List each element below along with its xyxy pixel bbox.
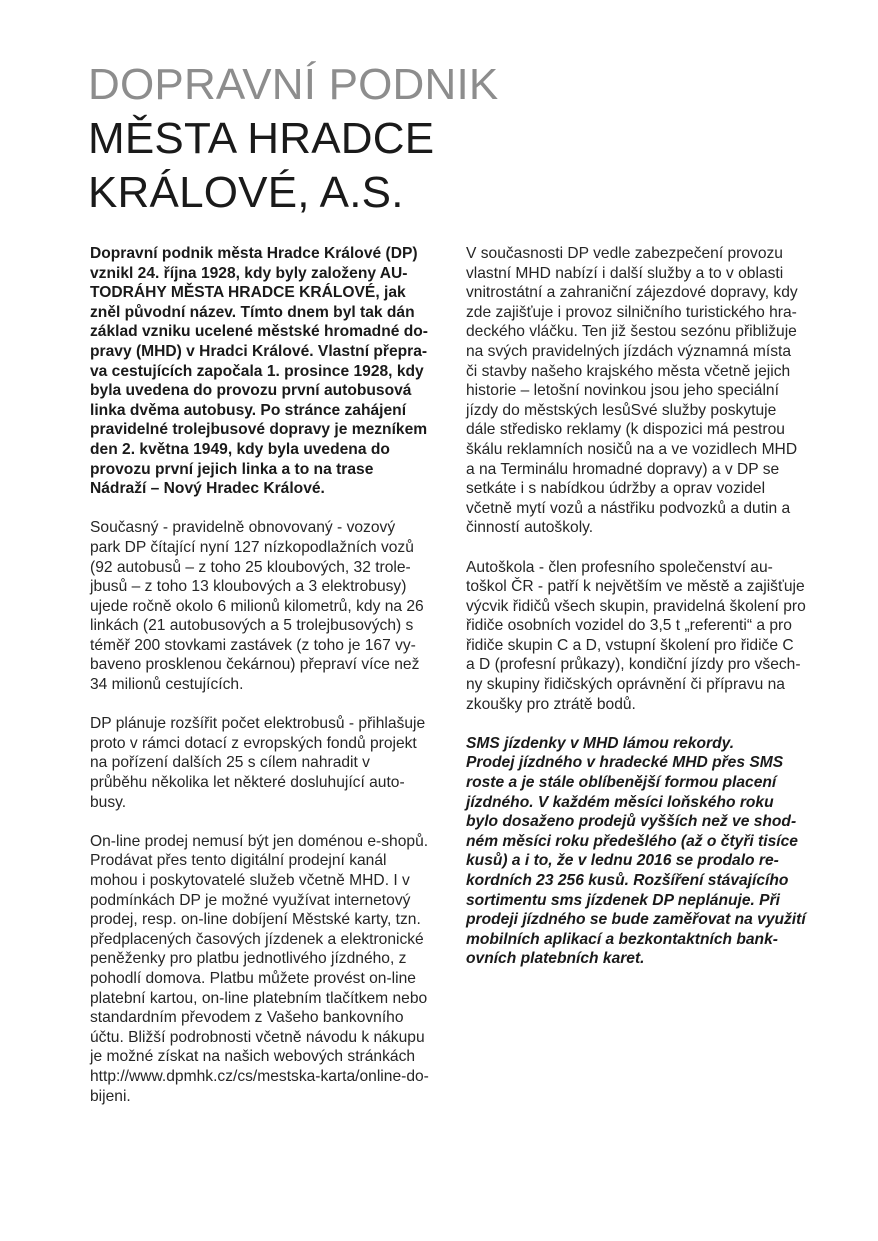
title-line-1: DOPRAVNÍ PODNIK xyxy=(88,60,499,109)
intro-paragraph: Dopravní podnik města Hradce Králové (DP) vznikl 24. října 1928, kdy byly založeny AU- TODRÁHY MĚSTA HRADCE KRÁLOVÉ, jak zněl původní název. Tímto dnem byl tak dán základ vzniku ucelené městské hromadné do- pravy (MHD) v Hradci Králové. Vlastní přepra- va cestujících započala 1. prosince 1928, kdy byla uvedena do provozu první autobusová linka dvěma autobusy. Po stránce zahájení pravidelné trolejbusové dopravy je mezníkem den 2. května 1949, kdy byla uvedena do provozu první jejich linka a to na trase Nádraží – Nový Hradec Králové. xyxy=(90,245,428,498)
left-column xyxy=(90,244,456,1126)
fleet-paragraph: Současný - pravidelně obnovovaný - vozový park DP čítající nyní 127 nízkopodlažních vozů (92 autobusů – z toho 25 kloubových, 32 trole- jbusů – z toho 13 kloubových a 3 elektrobusy) ujede ročně okolo 6 milionů kilometrů, kdy na 26 linkách (21 autobusových a 5 trolejbusových) s téměř 200 stovkami zastávek (z toho je 167 vy- baveno prosklenou čekárnou) přepraví více než 34 milionů cestujících. xyxy=(90,519,424,694)
page-title xyxy=(88,58,498,220)
services-paragraph: V současnosti DP vedle zabezpečení provozu vlastní MHD nabízí i další služby a to v oblasti vnitrostátní a zahraniční zájezdové dopravy, kdy zde zajišťuje i provoz silničního turistického hra- deckého vláčku. Ten již šestou sezónu přibližuje na svých pravidelných jízdách významná místa či stavby našeho krajského města včetně jejich historie – letošní novinkou jsou jeho speciální jízdy do městských lesůSvé služby poskytuje dále středisko reklamy (k dispozici má pestrou škálu reklamních nosičů na a ve vozidlech MHD a na Terminálu hromadné dopravy) a v DP se setkáte i s nabídkou údržby a oprav vozidel včetně mytí vozů a nástřiku podvozků a dutin a činností autoškoly. xyxy=(466,245,798,537)
right-column xyxy=(466,244,826,989)
driving-school-paragraph: Autoškola - člen profesního společenství au- toškol ČR - patří k největším ve městě a zajišťuje výcvik řidičů všech skupin, pravidelná školení pro řidiče osobních vozidel do 3,5 t „referenti“ a pro řidiče skupin C a D, vstupní školení pro řidiče C a D (profesní průkazy), kondiční jízdy pro všech- ny skupiny řidičských oprávnění či přípravu na zkoušky pro ztrátě bodů. xyxy=(466,558,806,713)
sms-tickets-paragraph: SMS jízdenky v MHD lámou rekordy. Prodej jízdného v hradecké MHD přes SMS roste a je stále oblíbenější formou placení jízdného. V každém měsíci loňského roku bylo dosaženo prodejů vyšších než ve shod- ném měsíci roku předešlého (až o čtyři tisíce kusů) a i to, že v lednu 2016 se prodalo re- kordních 23 256 kusů. Rozšíření stávajícího sortimentu sms jízdenek DP neplánuje. Při prodeji jízdného se bude zaměřovat na využití mobilních aplikací a bezkontaktních bank- ovních platebních karet. xyxy=(466,734,806,968)
electrobus-paragraph: DP plánuje rozšířit počet elektrobusů - přihlašuje proto v rámci dotací z evropských fondů projekt na pořízení dalších 25 s cílem nahradit v průběhu několika let některé dosluhující auto- busy. xyxy=(90,715,426,811)
title-line-2: MĚSTA HRADCE xyxy=(88,114,435,163)
title-line-3: KRÁLOVÉ, A.S. xyxy=(88,168,404,217)
online-sales-paragraph: On-line prodej nemusí být jen doménou e-shopů. Prodávat přes tento digitální prodejní kanál mohou i poskytovatelé služeb včetně MHD. I v podmínkách DP je možné využívat internetový prodej, resp. on-line dobíjení Městské karty, tzn. předplacených časových jízdenek a elektronické peněženky pro platbu jednotlivého jízdného, z pohodlí domova. Platbu můžete provést on-line platební kartou, on-line platebním tlačítkem nebo standardním převodem z Vašeho bankovního účtu. Bližší podrobnosti včetně návodu k nákupu je možné získat na našich webových stránkách http://www.dpmhk.cz/cs/mestska-karta/online-do- bijeni. xyxy=(90,832,429,1105)
